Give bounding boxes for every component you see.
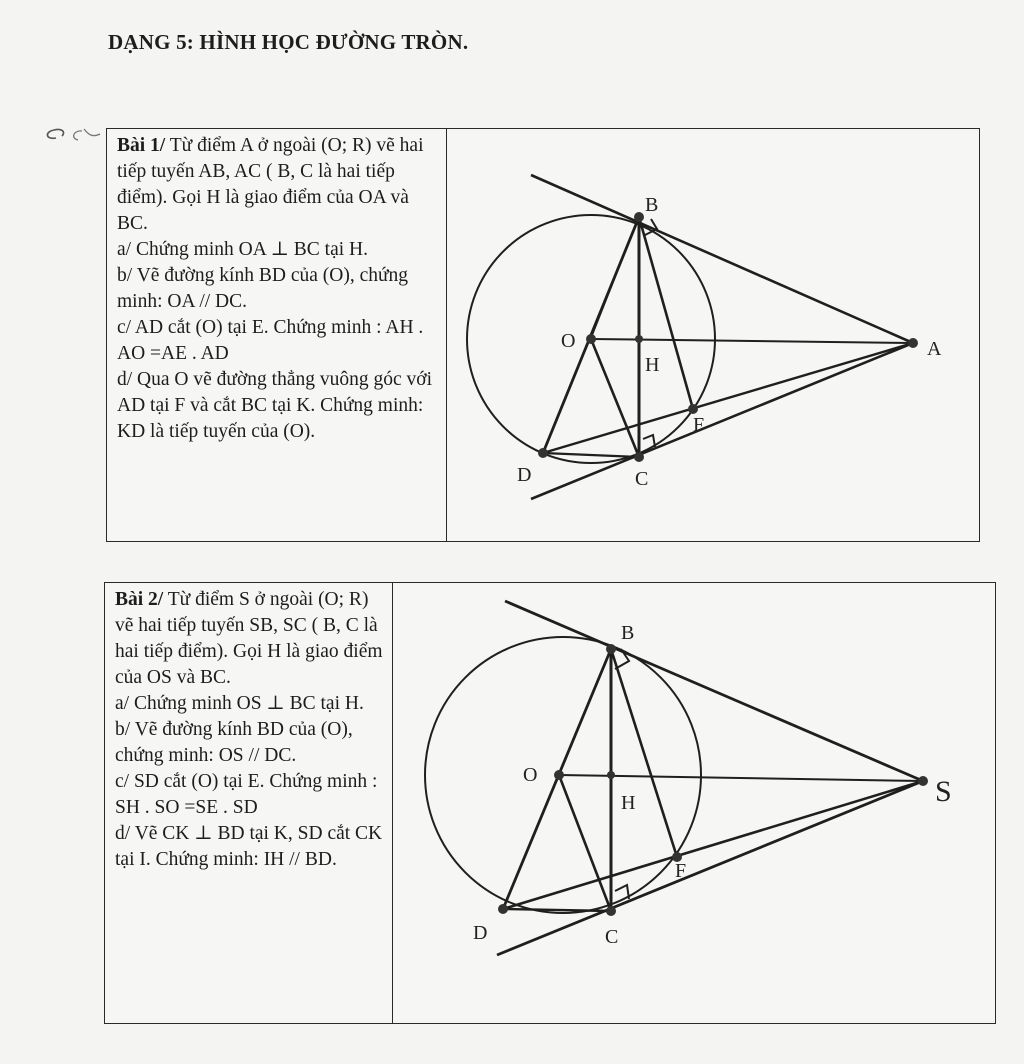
problem-2-box (104, 582, 996, 1024)
segment-oc-top (591, 217, 639, 339)
page-title: DẠNG 5: HÌNH HỌC ĐƯỜNG TRÒN. (108, 30, 469, 54)
label-d: D (517, 464, 532, 486)
problem-2-part-a: a/ Chứng minh OS ⊥ BC tại H. (115, 693, 364, 714)
label-h: H (621, 792, 636, 814)
problem-1-box (106, 128, 980, 542)
segment-ob-oc (591, 339, 639, 457)
label-a: A (927, 338, 942, 360)
problem-1-part-b: b/ Vẽ đường kính BD của (O), chứng minh: OA // DC. (117, 265, 409, 312)
circle-tangent-diagram-2 (393, 583, 993, 1021)
segment-ob (559, 649, 611, 775)
problem-1-figure (447, 129, 979, 541)
margin-scribble-icon (40, 118, 106, 148)
problem-2-figure (393, 583, 995, 1023)
segment-bf (639, 217, 693, 409)
label-c: C (635, 468, 649, 490)
tangent-line-ab (531, 175, 913, 343)
segment-ds (503, 781, 923, 909)
problem-2-text (105, 583, 393, 1023)
label-c: C (605, 926, 619, 948)
problem-1-text (107, 129, 447, 541)
circle-tangent-diagram-1 (447, 129, 977, 539)
problem-1-part-a: a/ Chứng minh OA ⊥ BC tại H. (117, 239, 368, 260)
problem-1-intro: Từ điểm A ở ngoài (O; R) vẽ hai tiếp tuyến AB, AC ( B, C là hai tiếp điểm). Gọi H là giao điểm của OA và BC. (117, 135, 424, 234)
label-s: S (935, 775, 952, 808)
label-b: B (621, 622, 635, 644)
label-o: O (561, 330, 576, 352)
tangent-line-sc (497, 781, 923, 955)
segment-dc (543, 453, 639, 457)
label-f: F (675, 860, 687, 882)
segment-bf (611, 649, 677, 857)
problem-2-intro: Từ điểm S ở ngoài (O; R) vẽ hai tiếp tuyến SB, SC ( B, C là hai tiếp điểm). Gọi H là giao điểm của OS và BC. (115, 589, 383, 688)
tangent-line-ac (531, 343, 913, 499)
label-b: B (645, 194, 659, 216)
problem-2-part-d: d/ Vẽ CK ⊥ BD tại K, SD cắt CK tại I. Chứng minh: IH // BD. (115, 823, 383, 870)
label-o: O (523, 764, 538, 786)
label-f: F (693, 414, 705, 436)
problem-2-heading: Bài 2/ (115, 589, 164, 610)
problem-1-heading: Bài 1/ (117, 135, 166, 156)
problem-2-part-c: c/ SD cắt (O) tại E. Chứng minh : SH . SO =SE . SD (115, 771, 378, 818)
label-d: D (473, 922, 488, 944)
problem-1-part-c: c/ AD cắt (O) tại E. Chứng minh : AH . AO =AE . AD (117, 317, 424, 364)
problem-1-part-d: d/ Qua O vẽ đường thẳng vuông góc với AD tại F và cắt BC tại K. Chứng minh: KD là tiếp tuyến của (O). (117, 369, 432, 442)
label-h: H (645, 354, 660, 376)
problem-2-part-b: b/ Vẽ đường kính BD của (O), chứng minh: OS // DC. (115, 719, 353, 766)
